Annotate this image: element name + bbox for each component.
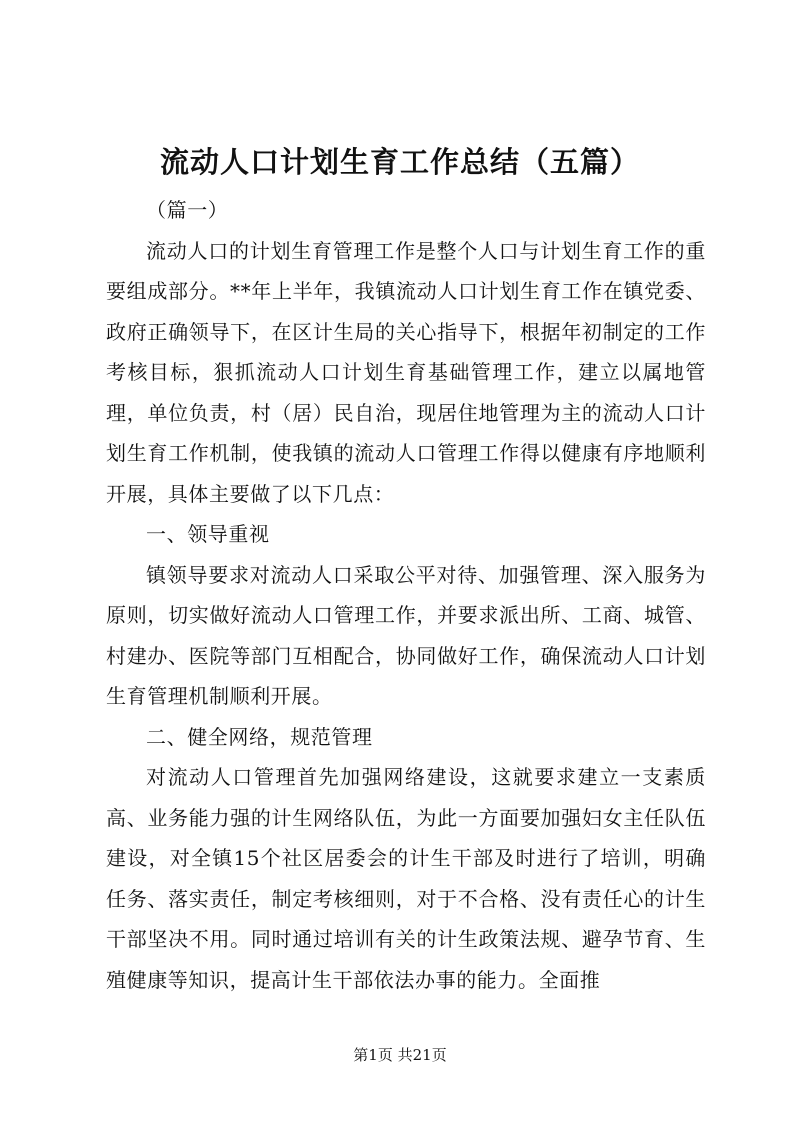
paragraph-intro: 流动人口的计划生育管理工作是整个人口与计划生育工作的重要组成部分。**年上半年，我镇流动人口计划生育工作在镇党委、政府正确领导下，在区计生局的关心指导下，根据年初制定的工作考核目标，狠抓流动人口计划生育基础管理工作，建立以属地管理，单位负责，村（居）民自治，现居住地管理为主的流动人口计划生育工作机制，使我镇的流动人口管理工作得以健康有序地顺利开展，具体主要做了以下几点： — [106, 238, 706, 506]
section-heading-leadership: 一、领导重视 — [146, 522, 270, 546]
document-title: 流动人口计划生育工作总结（五篇） — [159, 145, 640, 179]
section-heading-network: 二、健全网络，规范管理 — [146, 724, 373, 749]
page-footer: 第1页 共21页 — [353, 1046, 447, 1064]
document-body — [106, 190, 706, 1000]
paragraph-leadership: 镇领导要求对流动人口采取公平对待、加强管理、深入服务为原则，切实做好流动人口管理工作，并要求派出所、工商、城管、村建办、医院等部门互相配合，协同做好工作，确保流动人口计划生育管理机制顺利开展。 — [106, 562, 706, 708]
part-label: （篇一） — [146, 198, 229, 222]
paragraph-network: 对流动人口管理首先加强网络建设，这就要求建立一支素质高、业务能力强的计生网络队伍，为此一方面要加强妇女主任队伍建设，对全镇15个社区居委会的计生干部及时进行了培训，明确任务、落实责任，制定考核细则，对于不合格、没有责任心的计生干部坚决不用。同时通过培训有关的计生政策法规、避孕节育、生殖健康等知识，提高计生干部依法办事的能力。全面推 — [106, 765, 706, 992]
